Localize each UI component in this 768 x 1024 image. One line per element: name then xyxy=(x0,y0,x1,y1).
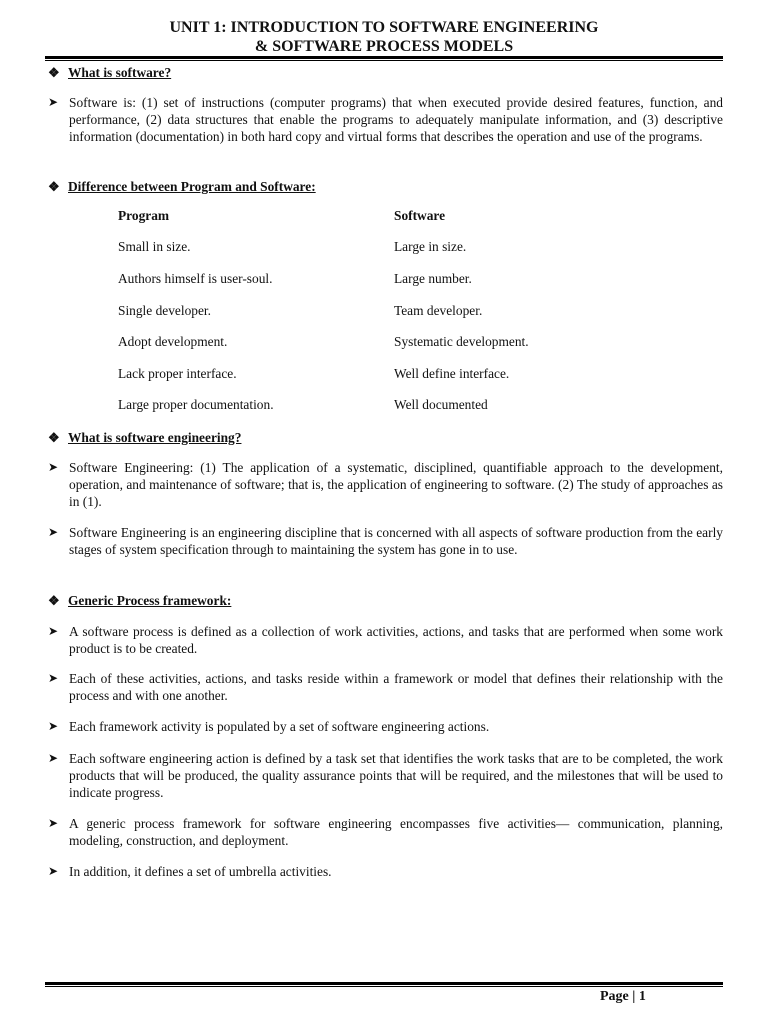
table-cell: Small in size. xyxy=(118,239,191,254)
diamond-icon: ❖ xyxy=(48,430,60,445)
section-heading-generic-framework: ❖ Generic Process framework: xyxy=(48,593,232,608)
arrow-icon: ➤ xyxy=(48,864,59,878)
table-cell: Lack proper interface. xyxy=(118,366,237,381)
table-cell: Systematic development. xyxy=(394,334,529,349)
list-item: ➤ Each software engineering action is defined by a task set that identifies the work tasks that are to be completed, the work products that will be produced, the quality assurance points that will be required, and the milestones that will be used to indicate progress. xyxy=(48,751,723,800)
arrow-icon: ➤ xyxy=(48,525,59,539)
table-cell: Large proper documentation. xyxy=(118,397,274,412)
arrow-icon: ➤ xyxy=(48,751,59,765)
section-heading-software-engineering: ❖ What is software engineering? xyxy=(48,430,242,445)
list-item: ➤ A software process is defined as a collection of work activities, actions, and tasks that are performed when some work product is to be created. xyxy=(48,624,723,656)
arrow-icon: ➤ xyxy=(48,624,59,638)
table-cell: Well documented xyxy=(394,397,488,412)
table-cell: Adopt development. xyxy=(118,334,228,349)
section-heading-difference: ❖ Difference between Program and Software: xyxy=(48,179,316,194)
arrow-icon: ➤ xyxy=(48,671,59,685)
list-item: ➤ In addition, it defines a set of umbrella activities. xyxy=(48,864,332,879)
section-heading-what-is-software: ❖ What is software? xyxy=(48,65,172,80)
diamond-icon: ❖ xyxy=(48,593,60,608)
table-cell: Large in size. xyxy=(394,239,467,254)
footer-rule-thick xyxy=(45,982,723,985)
footer-rule-thin xyxy=(45,986,723,987)
list-item: ➤ Software Engineering: (1) The application of a systematic, disciplined, quantifiable approach to the development, operation, and maintenance of software; that is, the application of engineering to software. (2) The study of approaches as in (1). xyxy=(48,460,723,509)
diamond-icon: ❖ xyxy=(48,65,60,80)
column-header-program: Program xyxy=(118,208,170,223)
arrow-icon: ➤ xyxy=(48,816,59,830)
arrow-icon: ➤ xyxy=(48,95,59,109)
table-cell: Team developer. xyxy=(394,303,483,318)
arrow-icon: ➤ xyxy=(48,719,59,733)
title-line-2: & SOFTWARE PROCESS MODELS xyxy=(254,38,514,55)
column-header-software: Software xyxy=(394,208,446,223)
header-rule-thick xyxy=(45,56,723,59)
page-number: Page | 1 xyxy=(600,989,646,1004)
diamond-icon: ❖ xyxy=(48,179,60,194)
table-cell: Large number. xyxy=(394,271,472,286)
table-cell: Single developer. xyxy=(118,303,211,318)
list-item: ➤ Software is: (1) set of instructions (computer programs) that when executed provide desired features, function, and performance, (2) data structures that enable the programs to adequately manipulate information, and (3) descriptive information (documentation) in both hard copy and virtual forms that describes the operation and use of the programs. xyxy=(48,95,723,144)
list-item: ➤ A generic process framework for software engineering encompasses five activities— communication, planning, modeling, construction, and deployment. xyxy=(48,816,723,848)
list-item: ➤ Software Engineering is an engineering discipline that is concerned with all aspects of software production from the early stages of system specification through to maintaining the system has gone in to use. xyxy=(48,525,723,557)
title-line-1: UNIT 1: INTRODUCTION TO SOFTWARE ENGINEERING xyxy=(169,19,599,36)
list-item: ➤ Each of these activities, actions, and tasks reside within a framework or model that defines their relationship with the process and with one another. xyxy=(48,671,723,703)
table-cell: Well define interface. xyxy=(394,366,510,381)
page-title xyxy=(0,18,768,56)
list-item: ➤ Each framework activity is populated by a set of software engineering actions. xyxy=(48,719,490,734)
table-cell: Authors himself is user-soul. xyxy=(118,271,273,286)
header-rule-thin xyxy=(45,60,723,61)
arrow-icon: ➤ xyxy=(48,460,59,474)
